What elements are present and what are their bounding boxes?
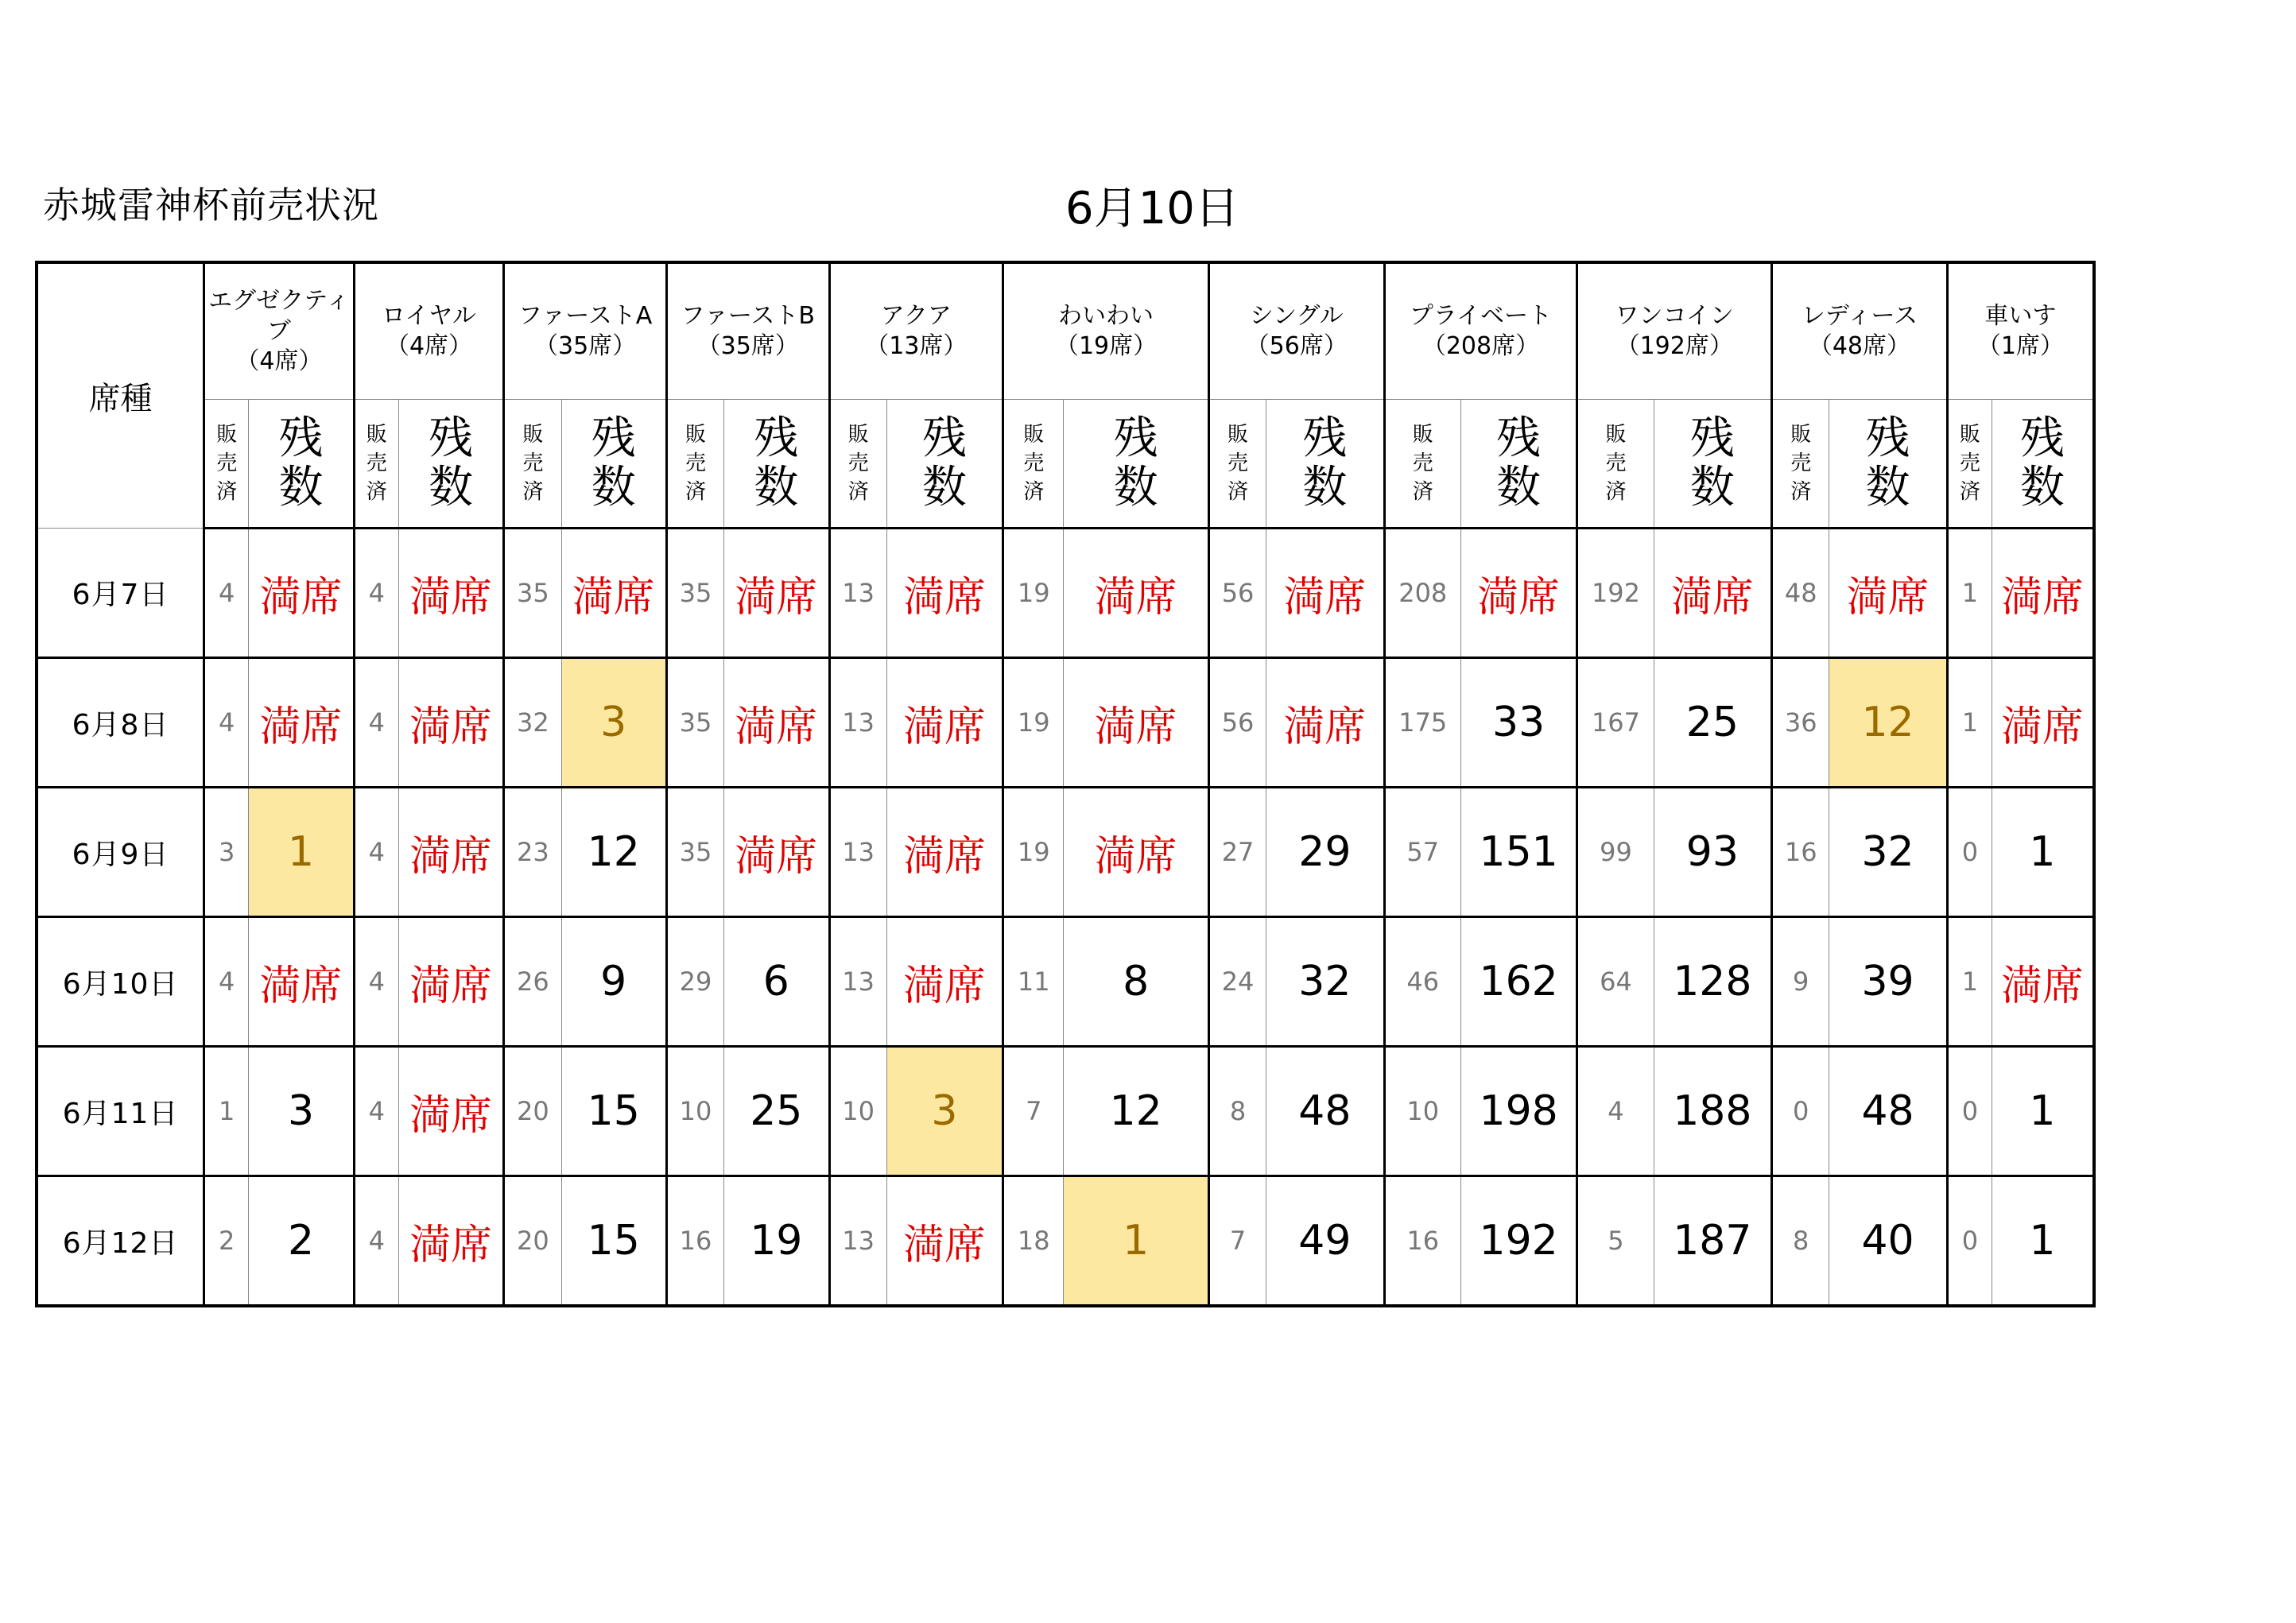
sold-out-badge: 満席 [724,658,829,788]
remaining-header-char: 残 [921,413,967,464]
remaining-count: 1 [1992,788,2094,917]
sold-count: 13 [829,658,886,788]
remaining-count: 40 [1829,1176,1947,1307]
sold-count: 13 [829,1176,886,1307]
sold-count: 10 [829,1047,886,1176]
remaining-count: 3 [249,1047,354,1176]
sold-count: 0 [1947,788,1992,917]
remaining-column-header [1829,400,1947,529]
sold-column-header [1384,400,1460,529]
seat-type-name: シングル （56席） [1208,262,1384,400]
sold-count: 1 [204,1047,249,1176]
sold-count: 36 [1772,658,1829,788]
seat-type-name: ファーストA （35席） [504,262,667,400]
sold-out-badge: 満席 [724,788,829,917]
sold-header-char: 売 [522,451,544,475]
remaining-header-char: 数 [1689,462,1735,513]
sold-header-char: 済 [366,480,387,504]
remaining-header-char: 残 [1113,413,1158,464]
sold-column-header [1208,400,1266,529]
sold-header-char: 売 [1605,451,1627,475]
remaining-count: 12 [1829,658,1947,788]
remaining-header-char: 残 [1865,413,1910,464]
seat-type-header: 席種 [37,262,204,529]
remaining-count: 6 [724,917,829,1047]
sold-count: 3 [204,788,249,917]
sold-out-badge: 満席 [561,529,666,658]
sold-column-header [1947,400,1992,529]
sold-count: 4 [204,529,249,658]
remaining-header-char: 数 [754,462,799,513]
sold-count: 48 [1772,529,1829,658]
sold-out-badge: 満席 [249,917,354,1047]
remaining-column-header [724,400,829,529]
table-row [37,529,2094,658]
remaining-count: 1 [249,788,354,917]
sold-out-badge: 満席 [249,529,354,658]
remaining-count: 151 [1460,788,1577,917]
sold-count: 2 [204,1176,249,1307]
sold-count: 5 [1577,1176,1654,1307]
sold-count: 0 [1947,1047,1992,1176]
sold-out-badge: 満席 [1654,529,1771,658]
sold-out-badge: 満席 [1266,529,1384,658]
remaining-count: 15 [561,1047,666,1176]
row-date: 6月11日 [37,1047,204,1176]
table-row [37,658,2094,788]
sold-header-char: 済 [1959,480,1980,504]
remaining-column-header [1992,400,2094,529]
remaining-column-header [1064,400,1209,529]
table-row [37,917,2094,1047]
remaining-count: 15 [561,1176,666,1307]
sold-header-char: 済 [685,480,706,504]
sold-header-char: 販 [1023,423,1045,447]
sold-header-char: 済 [1412,480,1433,504]
remaining-count: 3 [886,1047,1003,1176]
sold-count: 11 [1003,917,1064,1047]
sold-column-header [829,400,886,529]
sold-out-badge: 満席 [1992,658,2094,788]
sold-out-badge: 満席 [398,788,503,917]
table-row [37,1176,2094,1307]
remaining-count: 25 [724,1047,829,1176]
seat-type-name: ワンコイン （192席） [1577,262,1772,400]
remaining-count: 25 [1654,658,1771,788]
sold-header-char: 売 [1959,451,1980,475]
sold-count: 56 [1208,658,1266,788]
sold-count: 4 [354,1176,398,1307]
sold-count: 167 [1577,658,1654,788]
sold-count: 1 [1947,529,1992,658]
sold-header-char: 販 [685,423,706,447]
sold-column-header [204,400,249,529]
sold-out-badge: 満席 [886,658,1003,788]
sold-header-char: 販 [1412,423,1433,447]
sold-header-char: 販 [1228,423,1249,447]
sold-count: 26 [504,917,561,1047]
sold-header-char: 販 [847,423,869,447]
sold-count: 4 [354,529,398,658]
remaining-header-char: 残 [2019,413,2065,464]
remaining-count: 32 [1266,917,1384,1047]
sold-count: 99 [1577,788,1654,917]
row-date: 6月12日 [37,1176,204,1307]
sold-header-char: 済 [1790,480,1812,504]
remaining-header-char: 数 [278,462,324,513]
sold-header-char: 売 [1412,451,1433,475]
sold-count: 19 [1003,788,1064,917]
sold-count: 1 [1947,658,1992,788]
sold-count: 20 [504,1176,561,1307]
remaining-column-header [1460,400,1577,529]
remaining-count: 39 [1829,917,1947,1047]
remaining-count: 29 [1266,788,1384,917]
remaining-count: 8 [1064,917,1209,1047]
row-date: 6月7日 [37,529,204,658]
sold-count: 4 [204,917,249,1047]
page-title: 赤城雷神杯前売状況 [43,184,379,227]
sold-count: 4 [354,658,398,788]
remaining-count: 48 [1266,1047,1384,1176]
remaining-count: 162 [1460,917,1577,1047]
sold-count: 35 [666,529,723,658]
sold-header-char: 販 [522,423,544,447]
sold-count: 4 [1577,1047,1654,1176]
remaining-count: 1 [1064,1176,1209,1307]
sold-count: 18 [1003,1176,1064,1307]
sold-count: 46 [1384,917,1460,1047]
remaining-header-char: 数 [591,462,636,513]
sold-out-badge: 満席 [1992,529,2094,658]
remaining-header-char: 数 [1865,462,1910,513]
sold-count: 10 [666,1047,723,1176]
seat-type-name: わいわい （19席） [1003,262,1209,400]
remaining-count: 198 [1460,1047,1577,1176]
sold-column-header [354,400,398,529]
sold-count: 4 [354,788,398,917]
row-date: 6月10日 [37,917,204,1047]
sold-out-badge: 満席 [1460,529,1577,658]
sold-out-badge: 満席 [886,529,1003,658]
seat-type-name: プライベート （208席） [1384,262,1577,400]
remaining-count: 32 [1829,788,1947,917]
sold-out-badge: 満席 [398,1047,503,1176]
sold-count: 13 [829,917,886,1047]
sold-count: 56 [1208,529,1266,658]
remaining-header-char: 残 [1302,413,1348,464]
remaining-count: 12 [561,788,666,917]
remaining-header-char: 数 [1496,462,1542,513]
sold-out-badge: 満席 [398,1176,503,1307]
remaining-column-header [561,400,666,529]
remaining-header-char: 数 [921,462,967,513]
sold-count: 16 [666,1176,723,1307]
remaining-count: 19 [724,1176,829,1307]
presale-status-table [35,261,2096,1307]
sold-out-badge: 満席 [886,788,1003,917]
seat-type-name: ロイヤル （4席） [354,262,504,400]
sold-header-char: 済 [847,480,869,504]
sold-header-char: 売 [216,451,238,475]
remaining-header-char: 残 [278,413,324,464]
remaining-column-header [1266,400,1384,529]
sold-count: 20 [504,1047,561,1176]
sold-out-badge: 満席 [1064,788,1209,917]
sold-out-badge: 満席 [1829,529,1947,658]
sold-count: 19 [1003,658,1064,788]
seat-type-name: レディース （48席） [1772,262,1948,400]
row-date: 6月9日 [37,788,204,917]
remaining-header-char: 残 [429,413,474,464]
sold-count: 192 [1577,529,1654,658]
sold-column-header [1577,400,1654,529]
remaining-header-char: 残 [754,413,799,464]
sold-out-badge: 満席 [1992,917,2094,1047]
sold-count: 4 [354,917,398,1047]
remaining-count: 3 [561,658,666,788]
seat-type-name: 車いす （1席） [1947,262,2094,400]
sold-count: 4 [204,658,249,788]
sold-column-header [1003,400,1064,529]
sold-out-badge: 満席 [398,917,503,1047]
sold-column-header [666,400,723,529]
remaining-count: 12 [1064,1047,1209,1176]
remaining-header-char: 残 [591,413,636,464]
sold-count: 10 [1384,1047,1460,1176]
sold-count: 19 [1003,529,1064,658]
report-date: 6月10日 [1065,183,1239,234]
sold-out-badge: 満席 [1064,529,1209,658]
sold-count: 7 [1003,1047,1064,1176]
sold-header-char: 済 [216,480,238,504]
sold-out-badge: 満席 [886,1176,1003,1307]
sold-count: 24 [1208,917,1266,1047]
sold-count: 32 [504,658,561,788]
remaining-header-char: 数 [1113,462,1158,513]
sold-count: 16 [1384,1176,1460,1307]
sold-header-char: 販 [1959,423,1980,447]
sold-header-char: 販 [1790,423,1812,447]
sold-header-char: 売 [1023,451,1045,475]
sold-header-char: 済 [522,480,544,504]
sold-count: 16 [1772,788,1829,917]
sold-column-header [504,400,561,529]
sold-count: 13 [829,529,886,658]
sold-out-badge: 満席 [398,529,503,658]
sold-count: 1 [1947,917,1992,1047]
seat-type-name: ファーストB （35席） [666,262,829,400]
remaining-header-char: 残 [1496,413,1542,464]
sold-out-badge: 満席 [398,658,503,788]
remaining-column-header [249,400,354,529]
seat-type-name: アクア （13席） [829,262,1003,400]
row-date: 6月8日 [37,658,204,788]
sold-column-header [1772,400,1829,529]
sold-header-char: 済 [1023,480,1045,504]
sold-header-char: 売 [1790,451,1812,475]
sold-header-char: 売 [685,451,706,475]
sold-header-char: 販 [1605,423,1627,447]
remaining-count: 188 [1654,1047,1771,1176]
remaining-header-char: 数 [429,462,474,513]
sold-count: 27 [1208,788,1266,917]
table-row [37,788,2094,917]
sold-header-char: 販 [216,423,238,447]
sold-header-char: 売 [847,451,869,475]
remaining-count: 93 [1654,788,1771,917]
sold-count: 0 [1947,1176,1992,1307]
sold-out-badge: 満席 [724,529,829,658]
sold-header-char: 済 [1228,480,1249,504]
table-row [37,1047,2094,1176]
remaining-count: 33 [1460,658,1577,788]
remaining-count: 128 [1654,917,1771,1047]
remaining-count: 187 [1654,1176,1771,1307]
remaining-column-header [398,400,503,529]
sold-out-badge: 満席 [886,917,1003,1047]
sold-header-char: 売 [1228,451,1249,475]
sold-count: 29 [666,917,723,1047]
sold-count: 4 [354,1047,398,1176]
seat-type-name: エグゼクティブ （4席） [204,262,355,400]
sold-count: 35 [666,658,723,788]
sold-count: 7 [1208,1176,1266,1307]
remaining-count: 1 [1992,1047,2094,1176]
remaining-count: 49 [1266,1176,1384,1307]
sold-count: 0 [1772,1047,1829,1176]
sold-out-badge: 満席 [249,658,354,788]
sold-count: 208 [1384,529,1460,658]
remaining-header-char: 数 [2019,462,2065,513]
remaining-count: 2 [249,1176,354,1307]
sold-count: 8 [1208,1047,1266,1176]
remaining-count: 48 [1829,1047,1947,1176]
sold-count: 23 [504,788,561,917]
remaining-column-header [886,400,1003,529]
sold-out-badge: 満席 [1266,658,1384,788]
sold-header-char: 販 [366,423,387,447]
sold-header-char: 済 [1605,480,1627,504]
remaining-count: 9 [561,917,666,1047]
sold-count: 175 [1384,658,1460,788]
remaining-column-header [1654,400,1771,529]
sold-count: 35 [504,529,561,658]
remaining-count: 1 [1992,1176,2094,1307]
remaining-count: 192 [1460,1176,1577,1307]
sold-count: 64 [1577,917,1654,1047]
sold-out-badge: 満席 [1064,658,1209,788]
sold-count: 13 [829,788,886,917]
sold-count: 57 [1384,788,1460,917]
sold-count: 35 [666,788,723,917]
remaining-header-char: 残 [1689,413,1735,464]
remaining-header-char: 数 [1302,462,1348,513]
sold-header-char: 売 [366,451,387,475]
sold-count: 9 [1772,917,1829,1047]
sold-count: 8 [1772,1176,1829,1307]
